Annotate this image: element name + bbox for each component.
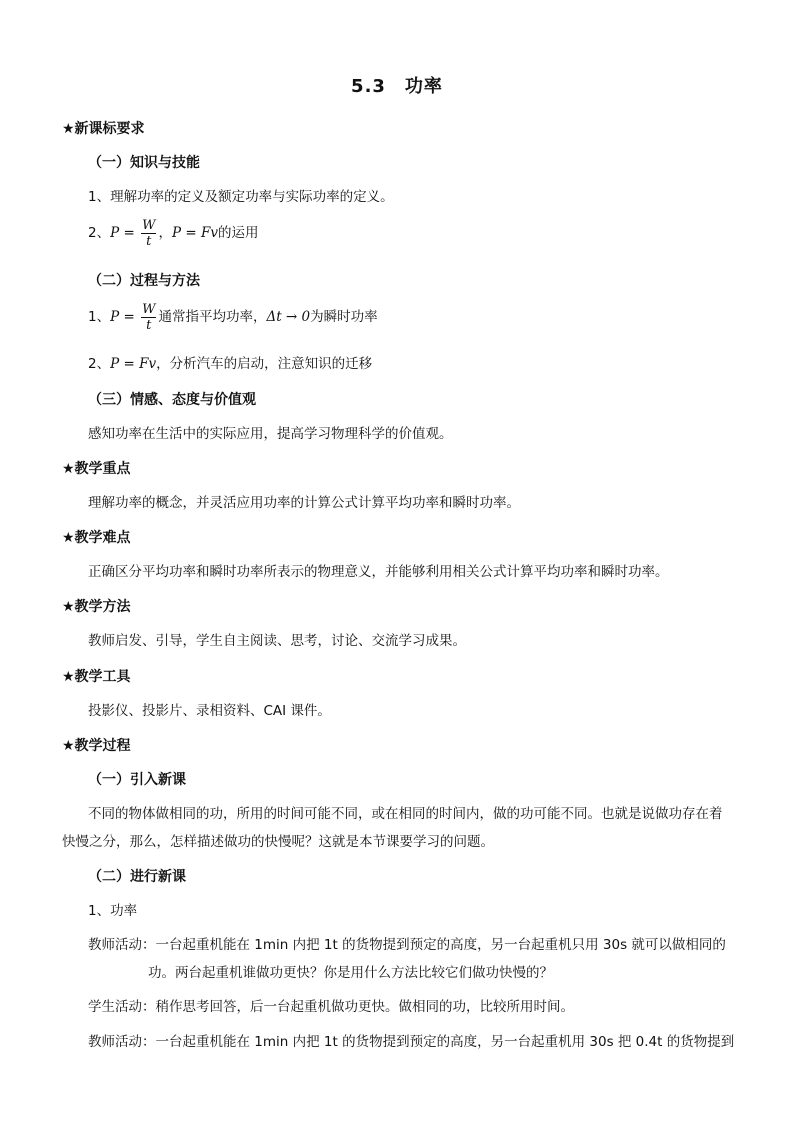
- formula-line: 2、P = $\frac{W}{t}$ ，P = Fv的运用: [88, 217, 259, 249]
- subheading-knowledge-skills: （一）知识与技能: [88, 155, 200, 171]
- subheading-emotion-values: （三）情感、态度与价值观: [88, 392, 256, 408]
- section-heading-requirements: ★新课标要求: [62, 121, 145, 137]
- section-heading-method: ★教学方法: [62, 599, 131, 615]
- formula-line: 1、P = $\frac{W}{t}$ 通常指平均功率，Δt → 0为瞬时功率: [88, 301, 378, 333]
- paragraph: 教师启发、引导，学生自主阅读、思考，讨论、交流学习成果。: [88, 633, 466, 649]
- teacher-activity: 教师活动：一台起重机能在 1min 内把 1t 的货物提到预定的高度，另一台起重机只用 30s 就可以做相同的功。两台起重机谁做功更快？你是用什么方法比较它们做功快慢的？: [88, 937, 726, 981]
- paragraph: 理解功率的概念，并灵活应用功率的计算公式计算平均功率和瞬时功率。: [88, 495, 520, 511]
- subheading-process-method: （二）过程与方法: [88, 273, 200, 289]
- paragraph: 不同的物体做相同的功，所用的时间可能不同，或在相同的时间内，做的功可能不同。也就是说做功存在着快慢之分，那么，怎样描述做功的快慢呢？这就是本节课要学习的问题。: [62, 806, 723, 850]
- page-title: 5.3 功率: [351, 76, 443, 97]
- formula-line: 2、P = Fv，分析汽车的启动，注意知识的迁移: [88, 356, 373, 372]
- section-heading-process: ★教学过程: [62, 738, 131, 754]
- paragraph: 1、理解功率的定义及额定功率与实际功率的定义。: [88, 189, 394, 205]
- fraction: $\frac{W}{t}$: [142, 301, 156, 333]
- section-heading-focus: ★教学重点: [62, 461, 131, 477]
- fraction: $\frac{W}{t}$: [142, 217, 156, 249]
- section-heading-difficulty: ★教学难点: [62, 530, 131, 546]
- paragraph: 投影仪、投影片、录相资料、CAI 课件。: [88, 703, 331, 719]
- paragraph: 正确区分平均功率和瞬时功率所表示的物理意义，并能够利用相关公式计算平均功率和瞬时功率。: [88, 564, 669, 580]
- teacher-activity: 教师活动：一台起重机能在 1min 内把 1t 的货物提到预定的高度，另一台起重机用 30s 把 0.4t 的货物提到: [88, 1034, 735, 1050]
- section-heading-tools: ★教学工具: [62, 669, 131, 685]
- student-activity: 学生活动：稍作思考回答，后一台起重机做功更快。做相同的功，比较所用时间。: [88, 999, 574, 1015]
- paragraph: 1、功率: [88, 903, 138, 919]
- subheading-new-lesson: （二）进行新课: [88, 869, 186, 885]
- paragraph: 感知功率在生活中的实际应用，提高学习物理科学的价值观。: [88, 426, 453, 442]
- subheading-intro: （一）引入新课: [88, 772, 186, 788]
